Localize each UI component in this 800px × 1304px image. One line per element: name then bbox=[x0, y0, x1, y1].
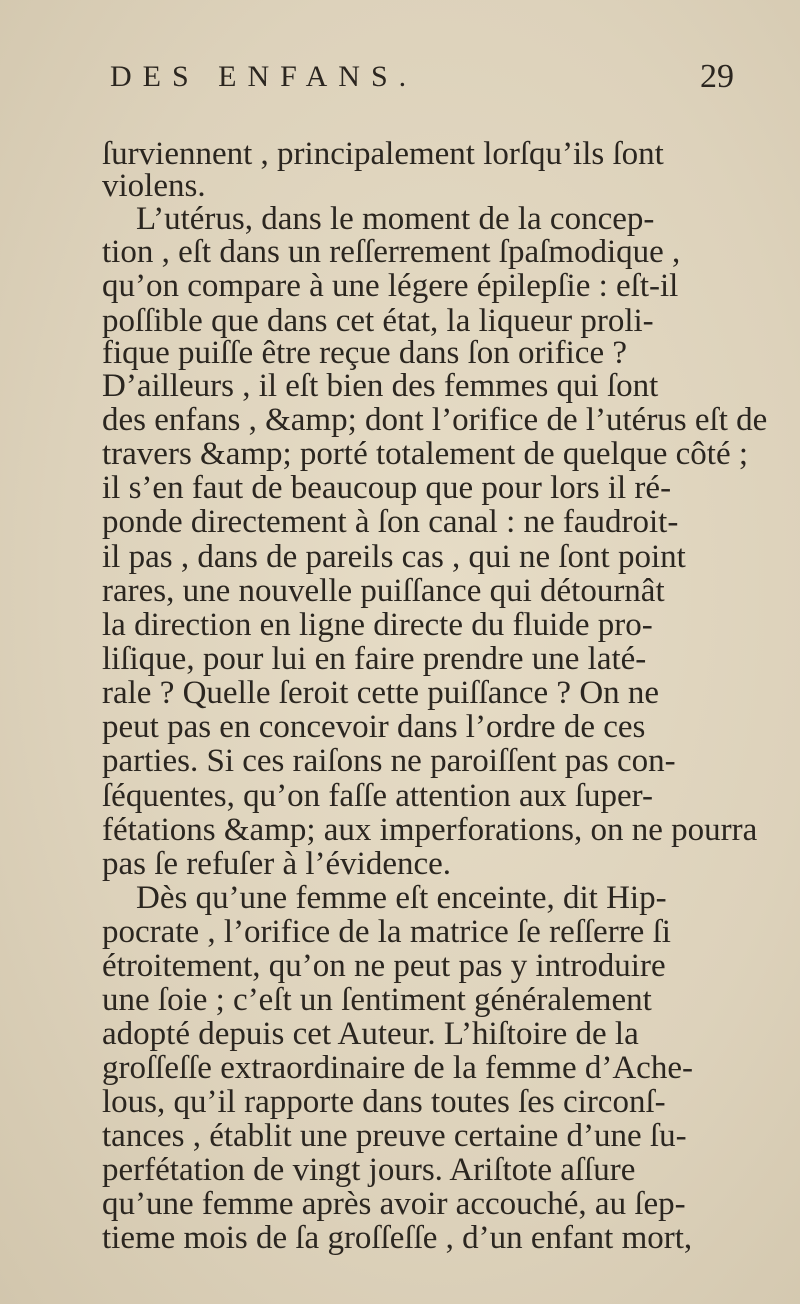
text-line: rale ? Quelle ſeroit cette puiſſance ? On ne bbox=[102, 675, 660, 711]
text-line: L’utérus, dans le moment de la concep- bbox=[136, 201, 655, 237]
page-number: 29 bbox=[700, 58, 734, 95]
text-line: peut pas en concevoir dans l’ordre de ces bbox=[102, 709, 646, 745]
text-line: ſurviennent , principalement lorſqu’ils ſont bbox=[102, 136, 664, 172]
text-line: groſſeſſe extraordinaire de la femme d’Ache- bbox=[102, 1050, 693, 1086]
text-line: parties. Si ces raiſons ne paroiſſent pas con- bbox=[102, 743, 676, 779]
running-head: DES ENFANS. bbox=[110, 60, 418, 93]
text-line: la direction en ligne directe du fluide pro- bbox=[102, 607, 653, 643]
text-line: tion , eſt dans un reſſerrement ſpaſmodique , bbox=[102, 234, 681, 270]
text-line: qu’une femme après avoir accouché, au ſep- bbox=[102, 1186, 686, 1222]
text-line: pocrate , l’orifice de la matrice ſe reſſerre ſi bbox=[102, 914, 671, 950]
text-line: travers &amp; porté totalement de quelque côté ; bbox=[102, 436, 749, 472]
text-line: adopté depuis cet Auteur. L’hiſtoire de la bbox=[102, 1016, 639, 1052]
text-line: poſſible que dans cet état, la liqueur proli- bbox=[102, 303, 654, 339]
text-line: D’ailleurs , il eſt bien des femmes qui ſont bbox=[102, 368, 659, 404]
text-line: fétations &amp; aux imperforations, on ne pourra bbox=[102, 812, 758, 848]
text-line: qu’on compare à une légere épilepſie : eſt-il bbox=[102, 268, 679, 304]
text-line: fique puiſſe être reçue dans ſon orifice ? bbox=[102, 335, 628, 371]
text-line: tances , établit une preuve certaine d’une ſu- bbox=[102, 1118, 687, 1154]
text-line: ſéquentes, qu’on faſſe attention aux ſuper- bbox=[102, 778, 653, 814]
text-line: ponde directement à ſon canal : ne faudroit- bbox=[102, 504, 679, 540]
text-line: violens. bbox=[102, 168, 206, 204]
text-line: une ſoie ; c’eſt un ſentiment généralement bbox=[102, 982, 652, 1018]
text-line: des enfans , &amp; dont l’orifice de l’utérus eſt de bbox=[102, 402, 768, 438]
text-line: perfétation de vingt jours. Ariſtote aſſure bbox=[102, 1152, 636, 1188]
text-line: Dès qu’une femme eſt enceinte, dit Hip- bbox=[136, 880, 667, 916]
text-line: pas ſe refuſer à l’évidence. bbox=[102, 846, 452, 882]
text-line: il s’en faut de beaucoup que pour lors il ré- bbox=[102, 470, 672, 506]
text-line: il pas , dans de pareils cas , qui ne ſont point bbox=[102, 539, 686, 575]
text-line: étroitement, qu’on ne peut pas y introduire bbox=[102, 948, 666, 984]
text-line: tieme mois de ſa groſſeſſe , d’un enfant mort, bbox=[102, 1220, 693, 1256]
text-line: rares, une nouvelle puiſſance qui détournât bbox=[102, 573, 665, 609]
text-line: lous, qu’il rapporte dans toutes ſes circonſ- bbox=[102, 1084, 666, 1120]
text-line: liſique, pour lui en faire prendre une laté- bbox=[102, 641, 647, 677]
